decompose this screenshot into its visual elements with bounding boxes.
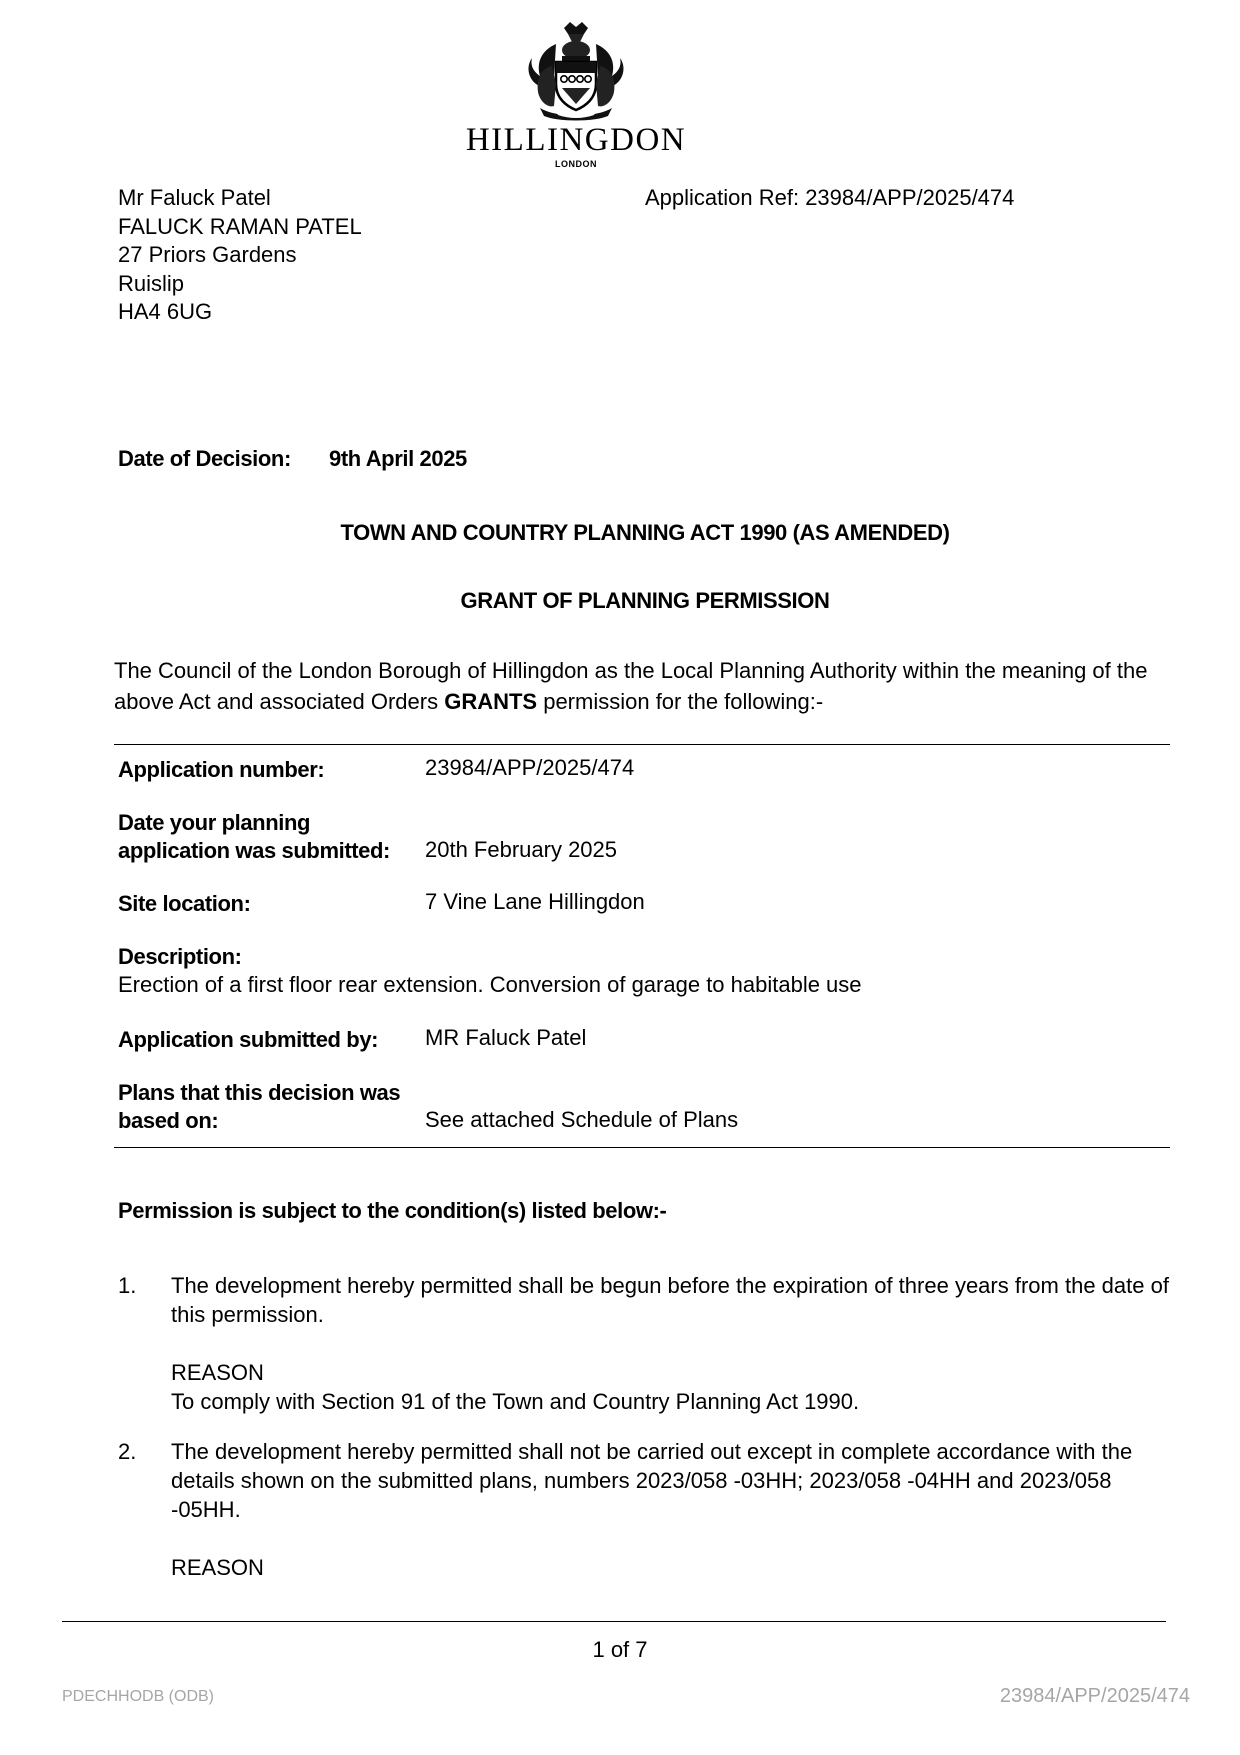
submitted-by-value: MR Faluck Patel xyxy=(425,1025,587,1050)
recipient-address xyxy=(118,184,362,327)
condition-item xyxy=(171,1437,1176,1582)
footer-divider xyxy=(62,1621,1166,1622)
address-line: Mr Faluck Patel xyxy=(118,185,271,210)
reason-text: To comply with Section 91 of the Town and Country Planning Act 1990. xyxy=(171,1389,860,1414)
submitted-date-value: 20th February 2025 xyxy=(425,837,618,862)
address-line: HA4 6UG xyxy=(118,299,213,324)
logo-subtitle: LONDON xyxy=(555,159,597,169)
site-location-label: Site location: xyxy=(118,891,251,916)
submitted-date-label-line2: application was submitted: xyxy=(118,838,390,863)
condition-number: 1. xyxy=(118,1273,137,1298)
grants-emphasis: GRANTS xyxy=(444,689,538,714)
act-heading: TOWN AND COUNTRY PLANNING ACT 1990 (AS AMENDED) xyxy=(340,520,950,545)
page-number: 1 of 7 xyxy=(592,1637,648,1662)
condition-number: 2. xyxy=(118,1439,137,1464)
intro-text-end: permission for the following:- xyxy=(537,689,824,714)
description-value: Erection of a first floor rear extension. Conversion of garage to habitable use xyxy=(118,972,862,997)
logo-wordmark: HILLINGDON xyxy=(465,122,687,158)
address-line: FALUCK RAMAN PATEL xyxy=(118,213,362,239)
application-number-label: Application number: xyxy=(118,757,325,782)
plans-value: See attached Schedule of Plans xyxy=(425,1107,739,1132)
condition-item xyxy=(171,1271,1171,1416)
submitted-date-label xyxy=(118,809,390,865)
decision-date-value: 9th April 2025 xyxy=(329,446,467,471)
council-logo xyxy=(456,22,696,172)
footer-code: PDECHHODB (ODB) xyxy=(62,1688,215,1705)
application-reference: Application Ref: 23984/APP/2025/474 xyxy=(645,185,1015,210)
reason-label: REASON xyxy=(171,1360,264,1385)
grant-heading: GRANT OF PLANNING PERMISSION xyxy=(460,588,830,613)
plans-label xyxy=(118,1079,400,1135)
decision-date-row xyxy=(118,446,467,472)
footer-reference: 23984/APP/2025/474 xyxy=(999,1685,1190,1707)
details-top-divider xyxy=(114,744,1170,745)
site-location-value: 7 Vine Lane Hillingdon xyxy=(425,889,645,914)
address-line: Ruislip xyxy=(118,270,185,296)
coat-of-arms-crest-icon xyxy=(456,22,696,122)
submitted-by-label: Application submitted by: xyxy=(118,1027,379,1052)
application-number-value: 23984/APP/2025/474 xyxy=(425,755,635,780)
description-label: Description: xyxy=(118,944,242,969)
condition-text: The development hereby permitted shall be begun before the expiration of three years from the date of this permission. xyxy=(171,1273,1169,1327)
address-line: 27 Priors Gardens xyxy=(118,242,297,267)
condition-text: The development hereby permitted shall not be carried out except in complete accordance with the details shown on the submitted plans, numbers 2023/058 -03HH; 2023/058 -04HH and 2023/058 -05HH. xyxy=(171,1439,1133,1522)
details-bottom-divider xyxy=(114,1147,1170,1148)
decision-date-label: Date of Decision: xyxy=(118,446,291,471)
intro-text: The Council of the London Borough of Hillingdon as the Local Planning Authority within the meaning of the above Act and associated Orders xyxy=(114,658,1148,714)
conditions-heading: Permission is subject to the condition(s) listed below:- xyxy=(118,1198,667,1223)
intro-paragraph xyxy=(114,655,1164,717)
submitted-date-label-line1: Date your planning xyxy=(118,810,311,835)
plans-label-line1: Plans that this decision was xyxy=(118,1080,401,1105)
plans-label-line2: based on: xyxy=(118,1108,219,1133)
reason-label: REASON xyxy=(171,1555,264,1580)
